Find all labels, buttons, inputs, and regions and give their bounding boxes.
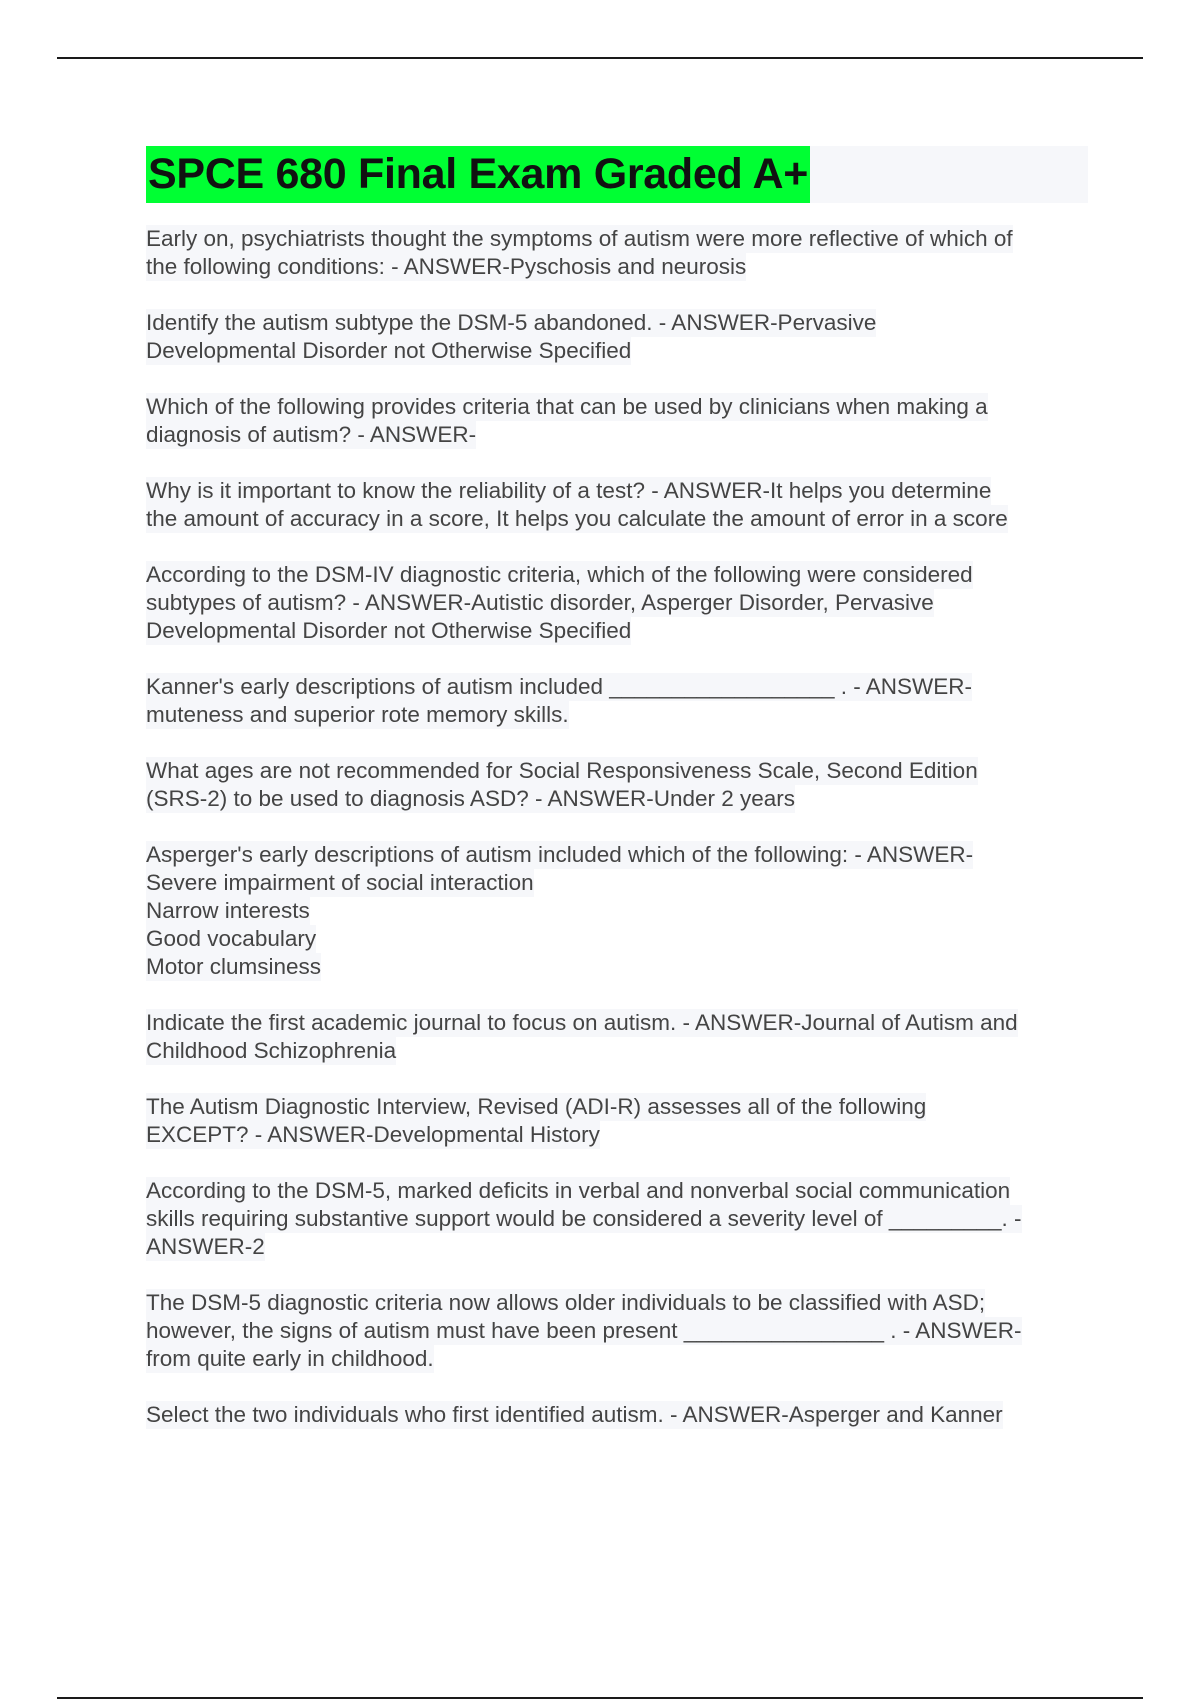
qa-item [146,673,1088,729]
qa-line: the amount of accuracy in a score, It helps you calculate the amount of error in a score [146,506,1008,531]
qa-line: Good vocabulary [146,926,317,951]
qa-item [146,1401,1088,1429]
top-rule [57,57,1143,59]
qa-line: Select the two individuals who first identified autism. - ANSWER-Asperger and Kanner [146,1402,1003,1427]
qa-line: Narrow interests [146,898,310,923]
qa-line: from quite early in childhood. [146,1346,434,1371]
title-band [146,146,1088,203]
qa-line: According to the DSM-5, marked deficits in verbal and nonverbal social communication [146,1178,1011,1203]
qa-item [146,1177,1088,1261]
qa-line: Motor clumsiness [146,954,322,979]
qa-line: Which of the following provides criteria that can be used by clinicians when making a [146,394,988,419]
qa-item [146,757,1088,813]
qa-item [146,1289,1088,1373]
qa-line: According to the DSM-IV diagnostic criteria, which of the following were considered [146,562,973,587]
qa-line: Early on, psychiatrists thought the symptoms of autism were more reflective of which of [146,226,1013,251]
qa-item [146,1009,1088,1065]
qa-item [146,561,1088,645]
qa-line: Developmental Disorder not Otherwise Specified [146,618,632,643]
qa-line: muteness and superior rote memory skills. [146,702,569,727]
qa-line: Childhood Schizophrenia [146,1038,397,1063]
bottom-rule [57,1697,1143,1699]
qa-line: subtypes of autism? - ANSWER-Autistic disorder, Asperger Disorder, Pervasive [146,590,934,615]
qa-item [146,393,1088,449]
qa-item [146,225,1088,281]
qa-line: Developmental Disorder not Otherwise Specified [146,338,632,363]
qa-item [146,309,1088,365]
qa-line: The DSM-5 diagnostic criteria now allows older individuals to be classified with ASD; [146,1290,986,1315]
qa-item [146,477,1088,533]
qa-item [146,1093,1088,1149]
qa-line: Asperger's early descriptions of autism included which of the following: - ANSWER- [146,842,974,867]
qa-line: skills requiring substantive support would be considered a severity level of _________. - [146,1206,1022,1231]
qa-line: The Autism Diagnostic Interview, Revised (ADI-R) assesses all of the following [146,1094,927,1119]
qa-line: EXCEPT? - ANSWER-Developmental History [146,1122,600,1147]
qa-line: What ages are not recommended for Social Responsiveness Scale, Second Edition [146,758,978,783]
document-title: SPCE 680 Final Exam Graded A+ [146,146,810,203]
document-page [146,146,1088,1457]
qa-line: ANSWER-2 [146,1234,265,1259]
qa-line: diagnosis of autism? - ANSWER- [146,422,477,447]
qa-line: Severe impairment of social interaction [146,870,534,895]
qa-line: Identify the autism subtype the DSM-5 abandoned. - ANSWER-Pervasive [146,310,877,335]
qa-line: Why is it important to know the reliability of a test? - ANSWER-It helps you determine [146,478,992,503]
qa-line: (SRS-2) to be used to diagnosis ASD? - ANSWER-Under 2 years [146,786,796,811]
qa-line: however, the signs of autism must have been present ________________ . - ANSWER- [146,1318,1022,1343]
question-answer-list [146,225,1088,1429]
qa-line: the following conditions: - ANSWER-Pyschosis and neurosis [146,254,747,279]
qa-item [146,841,1088,981]
qa-line: Kanner's early descriptions of autism included __________________ . - ANSWER- [146,674,973,699]
qa-line: Indicate the first academic journal to focus on autism. - ANSWER-Journal of Autism and [146,1010,1018,1035]
